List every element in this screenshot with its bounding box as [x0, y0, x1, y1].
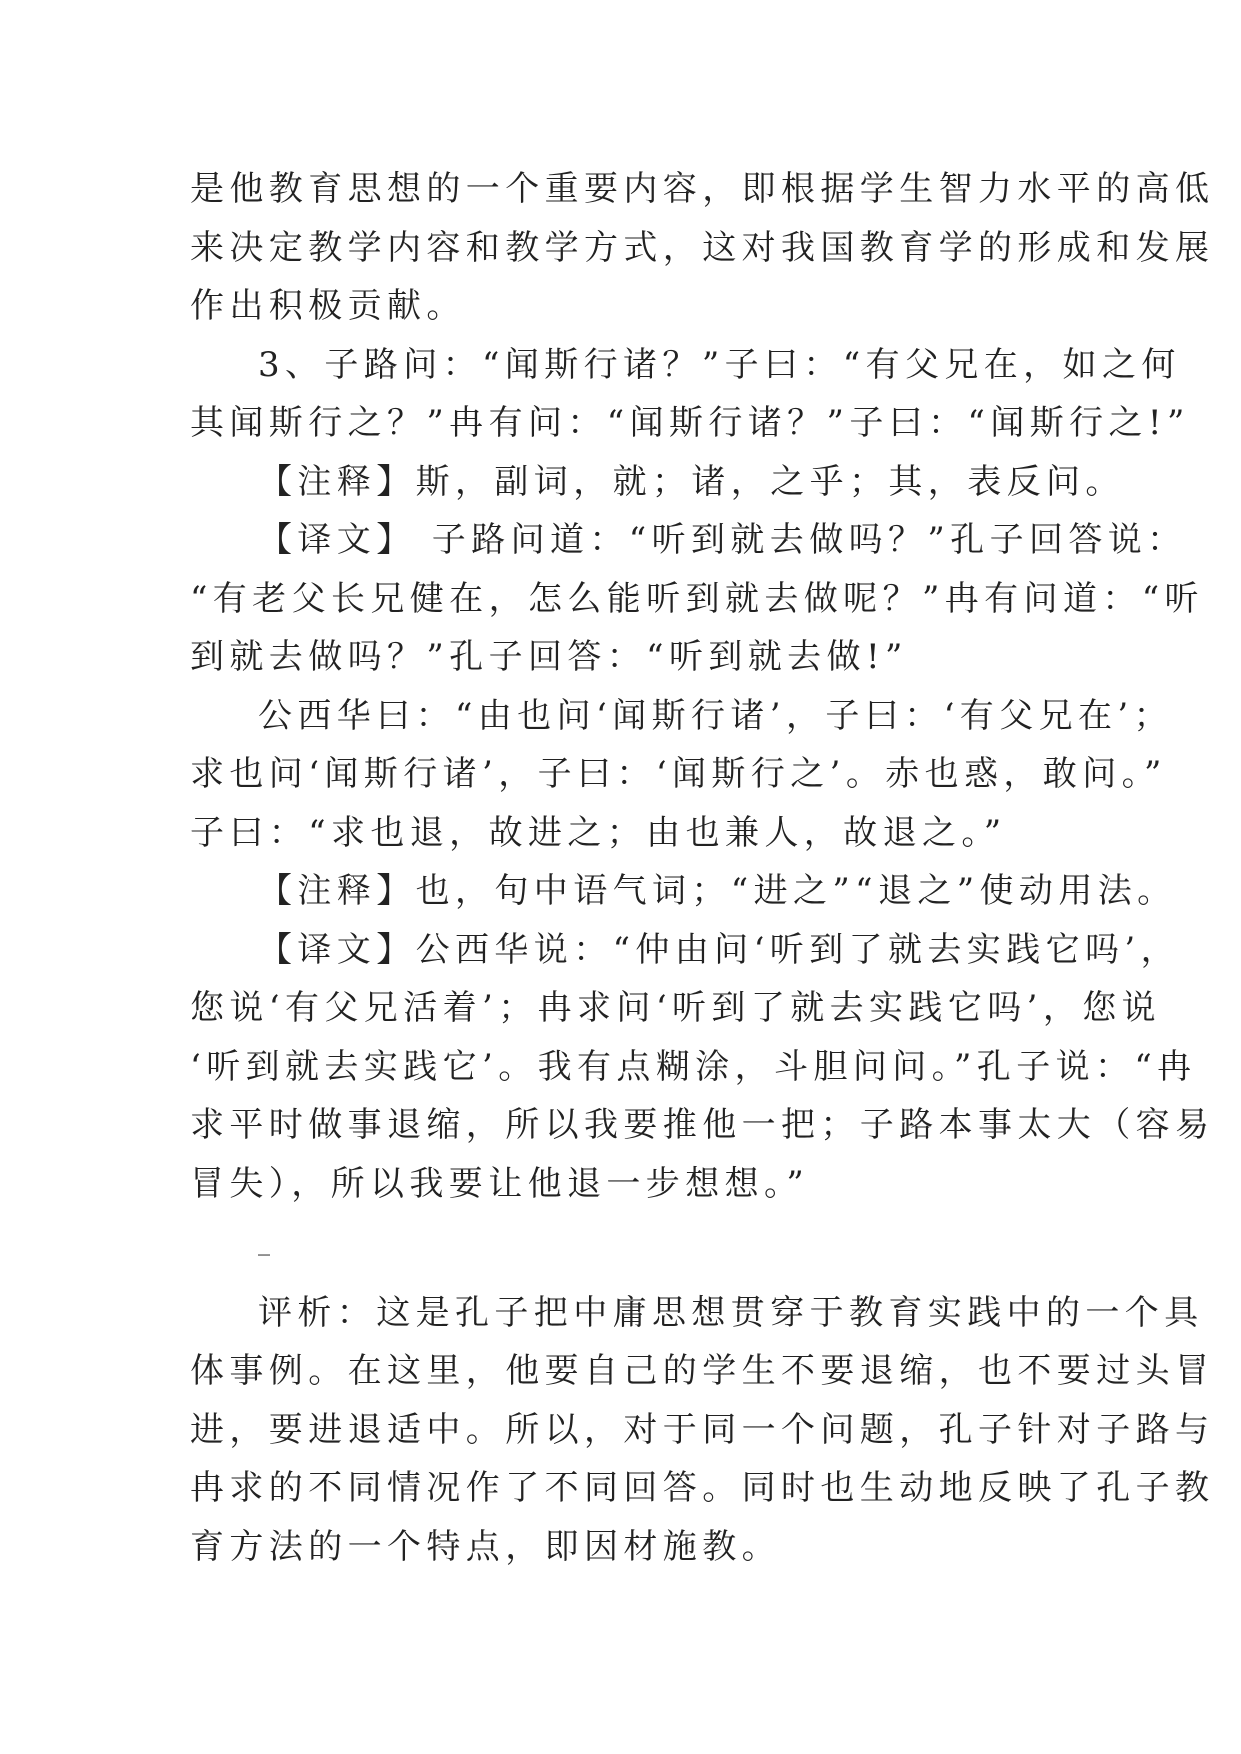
- paragraph-translation-2: [190, 921, 1215, 1214]
- paragraph-analysis: [190, 1284, 1215, 1577]
- separator-mark: _: [258, 1228, 270, 1256]
- text-line: 到就去做吗？”孔子回答：“听到就去做!”: [190, 637, 908, 677]
- text-line: 子曰：“求也退，故进之；由也兼人，故退之。”: [190, 812, 1007, 853]
- text-line: 冉求的不同情况作了不同回答。同时也生动地反映了孔子教: [190, 1468, 1215, 1508]
- paragraph-quote-3: [190, 336, 1190, 453]
- text-line: 是他教育思想的一个重要内容，即根据学生智力水平的高低: [190, 169, 1215, 209]
- paragraph-annotation-1: [190, 453, 1125, 512]
- text-line: 【注释】也，句中语气词；“进之”“退之”使动用法。: [258, 871, 1177, 911]
- paragraph-annotation-2: [190, 862, 1177, 921]
- text-line: 【译文】公西华说：“仲由问‘听到了就去实践它吗’，: [258, 929, 1180, 970]
- text-line: ‘听到就去实践它’。我有点糊涂，斗胆问问。”孔子说：“冉: [190, 1046, 1197, 1087]
- text-line: 进，要进退适中。所以，对于同一个问题，孔子针对子路与: [190, 1409, 1215, 1450]
- text-line: 冒失），所以我要让他退一步想想。”: [190, 1163, 810, 1204]
- paragraph-translation-1: [190, 511, 1204, 687]
- text-line: 来决定教学内容和教学方式，这对我国教育学的形成和发展: [190, 227, 1215, 268]
- text-line: 【注释】斯，副词，就；诸，之乎；其，表反问。: [258, 461, 1125, 502]
- text-line: 求也问‘闻斯行诸’，子曰：‘闻斯行之’。赤也惑，敢问。”: [190, 754, 1167, 794]
- text-line: 【译文】 子路问道：“听到就去做吗？”孔子回答说：: [258, 520, 1187, 560]
- text-line: 公西华曰：“由也问‘闻斯行诸’，子曰：‘有父兄在’；: [258, 695, 1174, 736]
- text-line: “有老父长兄健在，怎么能听到就去做呢？”冉有问道：“听: [190, 578, 1204, 619]
- text-line: 体事例。在这里，他要自己的学生不要退缩，也不要过头冒: [190, 1351, 1215, 1391]
- text-line: 育方法的一个特点，即因材施教。: [190, 1526, 781, 1567]
- text-line: 您说‘有父兄活着’；冉求问‘听到了就去实践它吗’，您说: [190, 988, 1162, 1028]
- document-body: [190, 160, 1215, 1576]
- text-line: 其闻斯行之？”冉有问：“闻斯行诸？”子曰：“闻斯行之!”: [190, 403, 1190, 443]
- text-line: 求平时做事退缩，所以我要推他一把；子路本事太大（容易: [190, 1105, 1215, 1145]
- text-line: 3、子路问：“闻斯行诸？”子曰：“有父兄在，如之何: [258, 344, 1181, 385]
- paragraph-intro-continuation: [190, 160, 1215, 336]
- text-line: 评析：这是孔子把中庸思想贯穿于教育实践中的一个具: [258, 1292, 1204, 1333]
- paragraph-quote-gongxihua: [190, 687, 1174, 863]
- text-line: 作出积极贡献。: [190, 286, 466, 326]
